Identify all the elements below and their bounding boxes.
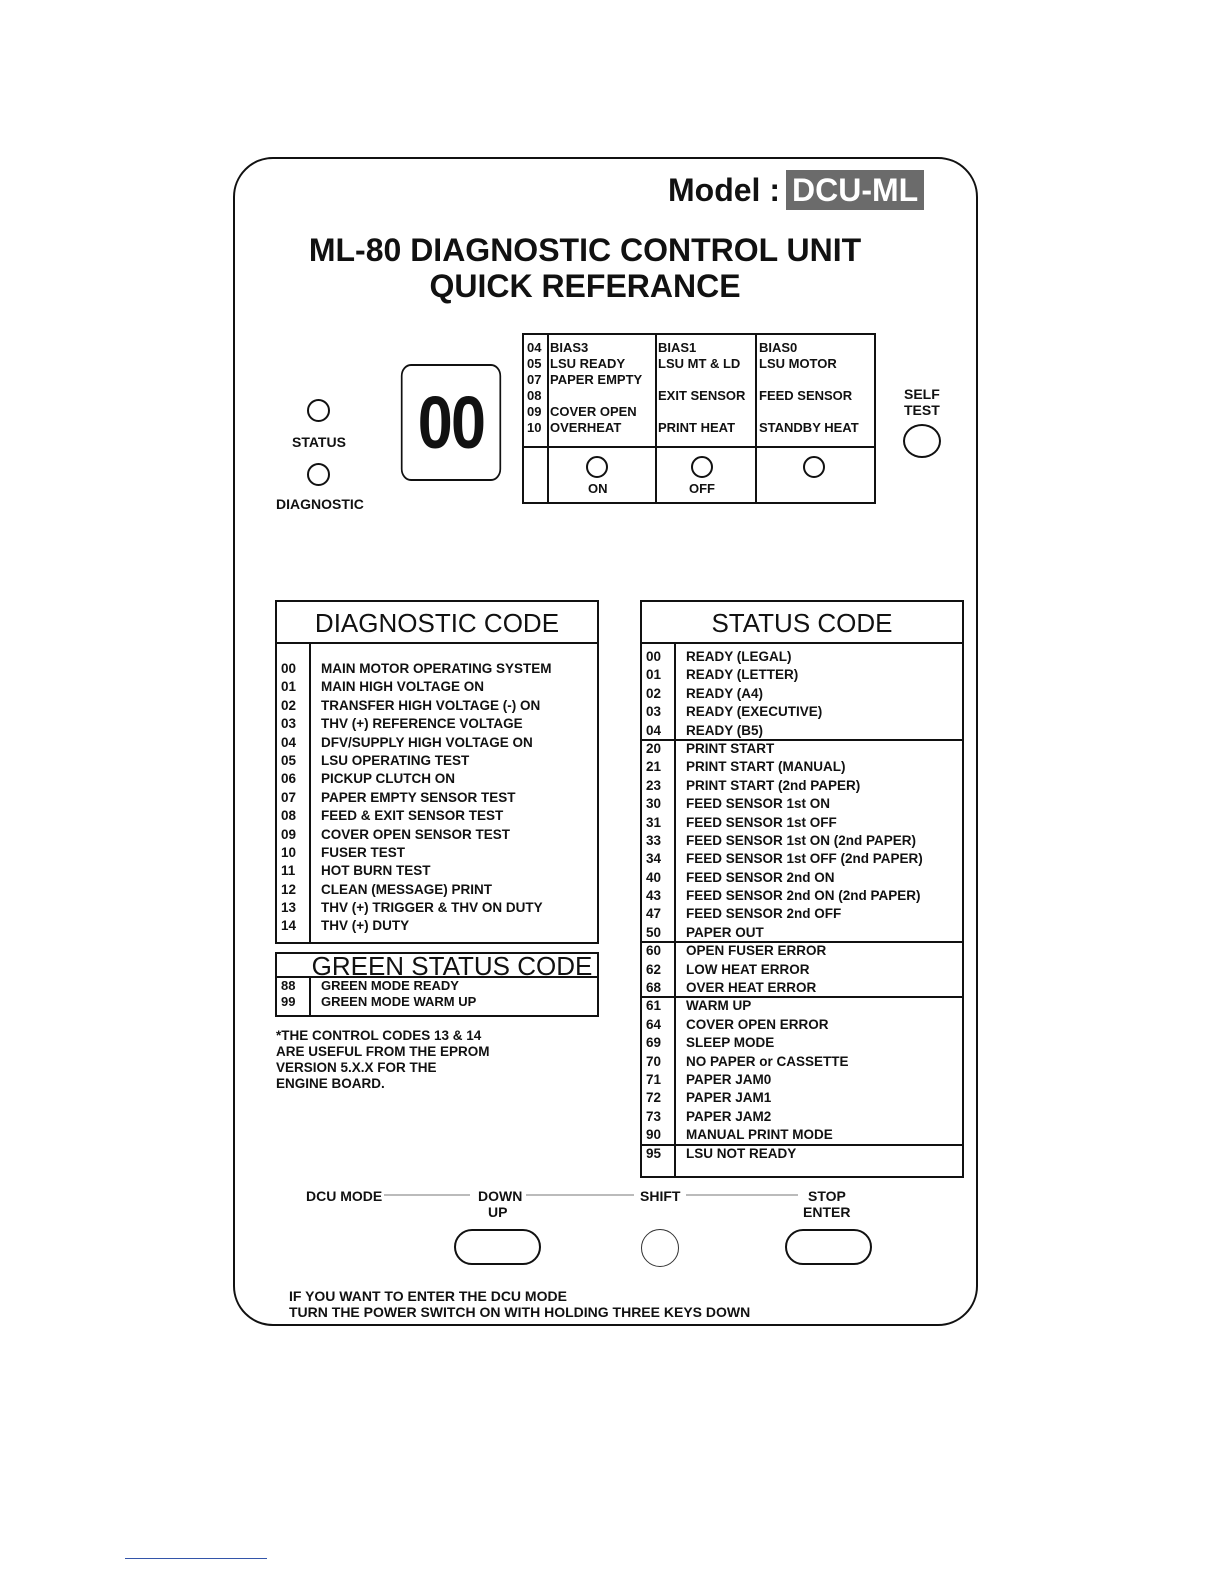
row-code: 68 — [646, 980, 662, 996]
table-row — [642, 722, 962, 740]
table-row — [642, 685, 962, 703]
row-text: PAPER EMPTY SENSOR TEST — [321, 789, 516, 805]
row-code: 23 — [646, 777, 662, 793]
row-text: LSU NOT READY — [686, 1145, 797, 1161]
table-row — [642, 924, 962, 942]
row-code: 88 — [281, 978, 296, 993]
row-code: 99 — [281, 994, 296, 1009]
row-code: 33 — [646, 832, 662, 848]
row-code: 07 — [281, 789, 297, 805]
table-row — [642, 887, 962, 905]
row-code: 34 — [646, 851, 662, 867]
row-text: FEED SENSOR 2nd ON (2nd PAPER) — [686, 888, 921, 904]
row-text: LSU OPERATING TEST — [321, 752, 470, 768]
diagnostic-code-table — [275, 600, 599, 944]
row-code: 10 — [281, 844, 297, 860]
diagnostic-label: DIAGNOSTIC — [276, 496, 364, 512]
up-label: UP — [488, 1204, 508, 1220]
table-row — [642, 979, 962, 997]
down-label: DOWN — [478, 1188, 523, 1204]
table-row — [277, 734, 597, 752]
row-code: 09 — [281, 826, 297, 842]
row-text: MAIN MOTOR OPERATING SYSTEM — [321, 661, 552, 676]
row-code: 12 — [281, 881, 297, 897]
row-code: 62 — [646, 961, 662, 977]
table-row — [642, 942, 962, 960]
control-codes-note: *THE CONTROL CODES 13 & 14 ARE USEFUL FROM THE EPROM VERSION 5.X.X FOR THE ENGINE BOARD. — [276, 1028, 490, 1091]
table-row — [277, 881, 597, 899]
row-text: MANUAL PRINT MODE — [686, 1127, 833, 1143]
row-text: THV (+) DUTY — [321, 918, 410, 934]
row-text: PRINT START (2nd PAPER) — [686, 777, 861, 793]
footer-instructions: IF YOU WANT TO ENTER THE DCU MODE TURN THE POWER SWITCH ON WITH HOLDING THREE KEYS DOWN — [289, 1288, 751, 1320]
row-code: 01 — [281, 679, 297, 695]
row-text: OPEN FUSER ERROR — [686, 943, 827, 959]
table-row — [642, 1034, 962, 1052]
table-row — [277, 789, 597, 807]
dcu-mode-label: DCU MODE — [306, 1188, 383, 1204]
table-row — [277, 752, 597, 770]
row-text: MAIN HIGH VOLTAGE ON — [321, 679, 484, 695]
row-code: 69 — [646, 1035, 662, 1051]
connector-line — [686, 1194, 798, 1196]
page-subtitle: QUICK REFERANCE — [429, 268, 741, 304]
table-row — [277, 660, 597, 678]
row-code: 50 — [646, 924, 662, 940]
table-row — [642, 1126, 962, 1144]
row-code: 95 — [646, 1145, 662, 1161]
row-code: 02 — [646, 685, 662, 701]
row-text: READY (B5) — [686, 722, 764, 738]
row-code: 01 — [646, 667, 662, 683]
table-row — [642, 1016, 962, 1034]
status-led — [307, 399, 330, 422]
table-row — [642, 1089, 962, 1107]
row-code: 73 — [646, 1108, 662, 1124]
green-status-code-table — [275, 952, 599, 1017]
row-text: HOT BURN TEST — [321, 863, 431, 879]
row-text: READY (LETTER) — [686, 667, 799, 683]
led-off-label: OFF — [689, 481, 715, 496]
led-grid-col3: BIAS0 LSU MOTOR FEED SENSOR STANDBY HEAT — [759, 340, 859, 435]
row-code: 60 — [646, 943, 662, 959]
table-row — [642, 1053, 962, 1071]
self-test-button[interactable] — [903, 424, 941, 458]
table-row — [642, 961, 962, 979]
self-test-label: SELF TEST — [904, 386, 940, 418]
diagnostic-led — [307, 463, 330, 486]
table-row — [277, 697, 597, 715]
row-text: READY (A4) — [686, 685, 764, 701]
row-code: 00 — [646, 649, 662, 664]
table-row — [642, 703, 962, 721]
table-row — [277, 862, 597, 880]
table-row — [277, 978, 597, 994]
row-code: 71 — [646, 1071, 662, 1087]
table-row — [277, 844, 597, 862]
row-text: SLEEP MODE — [686, 1035, 775, 1051]
row-text: DFV/SUPPLY HIGH VOLTAGE ON — [321, 734, 533, 750]
down-up-button[interactable] — [454, 1229, 541, 1265]
row-text: PAPER JAM2 — [686, 1108, 772, 1124]
row-text: FEED SENSOR 2nd ON — [686, 869, 835, 885]
row-code: 05 — [281, 752, 297, 768]
led-grid-col2: BIAS1 LSU MT & LD EXIT SENSOR PRINT HEAT — [658, 340, 746, 435]
row-text: PAPER OUT — [686, 924, 764, 940]
row-code: 11 — [281, 863, 296, 879]
row-text: FUSER TEST — [321, 844, 406, 860]
row-text: PRINT START — [686, 740, 775, 756]
table-row — [642, 648, 962, 666]
table-row — [642, 1108, 962, 1126]
model-label — [668, 170, 924, 210]
row-text: FEED & EXIT SENSOR TEST — [321, 808, 504, 824]
row-text: FEED SENSOR 1st ON (2nd PAPER) — [686, 832, 917, 848]
row-code: 20 — [646, 740, 662, 756]
row-code: 43 — [646, 888, 662, 904]
led-grid-col1: BIAS3 LSU READY PAPER EMPTY COVER OPEN OVERHEAT — [550, 340, 643, 435]
row-code: 61 — [646, 998, 662, 1014]
table-row — [642, 740, 962, 758]
row-code: 90 — [646, 1127, 662, 1143]
row-code: 31 — [646, 814, 662, 830]
green-status-code-title: GREEN STATUS CODE — [277, 954, 597, 978]
row-text: THV (+) TRIGGER & THV ON DUTY — [321, 900, 543, 916]
row-text: CLEAN (MESSAGE) PRINT — [321, 881, 493, 897]
row-text: PAPER JAM0 — [686, 1071, 772, 1087]
led-grid-codes: 04 05 07 08 09 10 — [527, 340, 542, 435]
model-value: DCU-ML — [786, 170, 924, 210]
row-code: 03 — [281, 716, 297, 732]
row-text: WARM UP — [686, 998, 752, 1014]
row-text: GREEN MODE WARM UP — [321, 994, 477, 1009]
row-code: 70 — [646, 1053, 662, 1069]
enter-label: ENTER — [803, 1204, 851, 1220]
row-text: PAPER JAM1 — [686, 1090, 772, 1106]
table-row — [277, 770, 597, 788]
row-code: 03 — [646, 704, 662, 720]
led-on — [586, 456, 608, 478]
table-row — [277, 826, 597, 844]
row-code: 64 — [646, 1016, 662, 1032]
table-row — [642, 795, 962, 813]
row-text: LOW HEAT ERROR — [686, 961, 810, 977]
status-label: STATUS — [292, 434, 346, 450]
row-text: TRANSFER HIGH VOLTAGE (-) ON — [321, 697, 541, 713]
row-code: 00 — [281, 661, 297, 676]
row-code: 30 — [646, 796, 662, 812]
model-prefix: Model : — [668, 172, 780, 208]
page-title: ML-80 DIAGNOSTIC CONTROL UNIT — [308, 232, 862, 268]
table-row — [277, 715, 597, 733]
row-text: FEED SENSOR 1st OFF (2nd PAPER) — [686, 851, 923, 867]
table-row — [277, 678, 597, 696]
table-row — [642, 997, 962, 1015]
shift-button[interactable] — [641, 1229, 679, 1267]
row-code: 08 — [281, 808, 297, 824]
row-text: FEED SENSOR 1st OFF — [686, 814, 837, 830]
table-row — [642, 1145, 962, 1163]
code-display: 00 — [401, 364, 501, 481]
row-code: 72 — [646, 1090, 662, 1106]
row-text: READY (LEGAL) — [686, 649, 792, 664]
row-text: THV (+) REFERENCE VOLTAGE — [321, 716, 523, 732]
diagnostic-code-title: DIAGNOSTIC CODE — [277, 602, 597, 644]
row-code: 40 — [646, 869, 662, 885]
row-text: NO PAPER or CASSETTE — [686, 1053, 849, 1069]
row-code: 13 — [281, 900, 297, 916]
table-row — [642, 758, 962, 776]
row-text: FEED SENSOR 1st ON — [686, 796, 831, 812]
row-text: COVER OPEN SENSOR TEST — [321, 826, 511, 842]
row-text: PICKUP CLUTCH ON — [321, 771, 456, 787]
row-code: 14 — [281, 918, 297, 934]
row-code: 04 — [646, 722, 662, 738]
table-row — [642, 832, 962, 850]
table-row — [642, 1071, 962, 1089]
connector-line — [384, 1194, 470, 1196]
table-row — [642, 869, 962, 887]
row-text: FEED SENSOR 2nd OFF — [686, 906, 842, 922]
page-footer-rule — [125, 1558, 267, 1559]
status-code-table — [640, 600, 964, 1178]
table-row — [642, 814, 962, 832]
led-third — [803, 456, 825, 478]
table-row — [277, 917, 597, 935]
row-text: GREEN MODE READY — [321, 978, 459, 993]
table-row — [642, 905, 962, 923]
table-row — [277, 807, 597, 825]
stop-enter-button[interactable] — [785, 1229, 872, 1265]
row-text: COVER OPEN ERROR — [686, 1016, 829, 1032]
led-on-label: ON — [588, 481, 608, 496]
table-row — [277, 994, 597, 1010]
row-text: READY (EXECUTIVE) — [686, 704, 823, 720]
led-off — [691, 456, 713, 478]
shift-label: SHIFT — [640, 1188, 681, 1204]
table-row — [642, 850, 962, 868]
row-code: 47 — [646, 906, 662, 922]
row-text: OVER HEAT ERROR — [686, 980, 817, 996]
table-row — [277, 899, 597, 917]
table-row — [642, 777, 962, 795]
row-code: 04 — [281, 734, 297, 750]
connector-line — [526, 1194, 634, 1196]
table-row — [642, 666, 962, 684]
row-code: 06 — [281, 771, 297, 787]
row-code: 02 — [281, 697, 297, 713]
stop-label: STOP — [808, 1188, 846, 1204]
row-text: PRINT START (MANUAL) — [686, 759, 846, 775]
row-code: 21 — [646, 759, 662, 775]
status-code-title: STATUS CODE — [642, 602, 962, 644]
